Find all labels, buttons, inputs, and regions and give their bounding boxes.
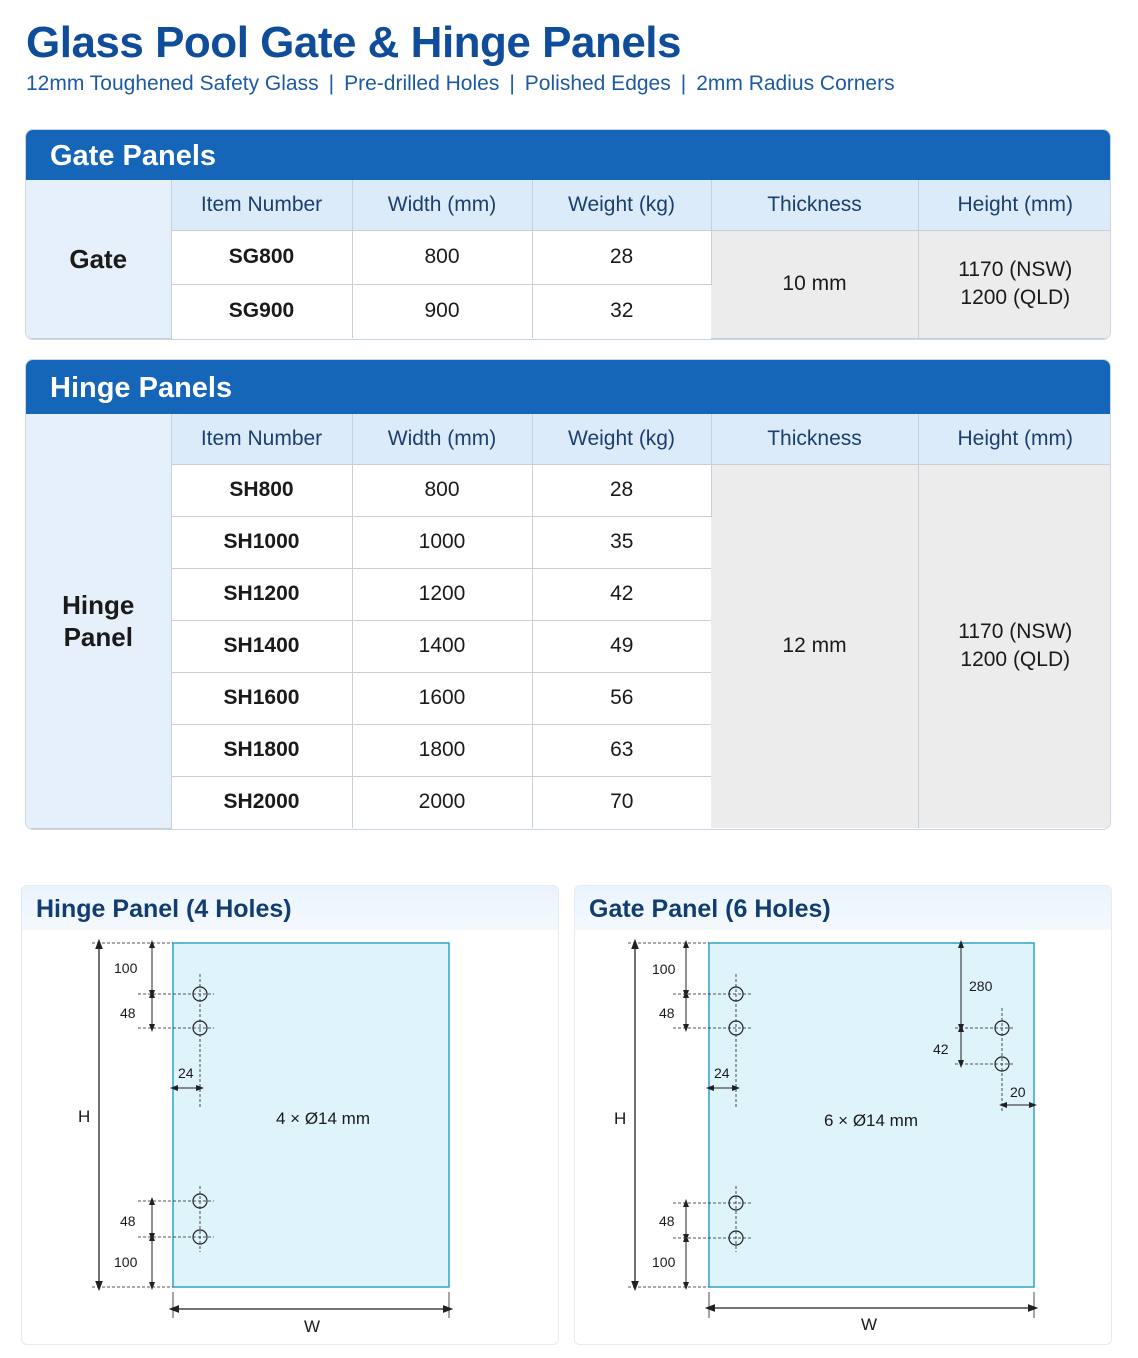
bottom-offset-label: 100: [114, 1254, 138, 1270]
feature-item: Pre-drilled Holes: [344, 72, 500, 95]
width-cell: 800: [352, 230, 532, 284]
height-line: 1200 (QLD): [960, 286, 1071, 309]
feature-item: 2mm Radius Corners: [696, 72, 895, 95]
row-label-line: Hinge: [62, 589, 135, 620]
column-header: Item Number: [171, 414, 352, 464]
top-offset-label: 100: [114, 960, 138, 976]
item-number: SG900: [171, 284, 352, 338]
width-cell: 1400: [352, 620, 532, 672]
column-header: Height (mm): [918, 414, 1111, 464]
width-label: W: [304, 1317, 321, 1336]
holes-spec-label: 6 × Ø14 mm: [824, 1111, 919, 1130]
hinge-panels-table: [26, 414, 1111, 829]
hinge-panel-drawing: [22, 886, 559, 1345]
weight-cell: 42: [532, 568, 711, 620]
height-cell: [918, 230, 1111, 338]
column-header: Thickness: [711, 180, 918, 230]
hinge-panels-card: [25, 359, 1111, 830]
weight-cell: 56: [532, 672, 711, 724]
top-spacing-label: 48: [659, 1005, 675, 1021]
latch-offset-label: 280: [969, 978, 993, 994]
width-cell: 1200: [352, 568, 532, 620]
width-cell: 2000: [352, 776, 532, 828]
gate-panel-diagram: [574, 885, 1112, 1345]
width-cell: 1800: [352, 724, 532, 776]
thickness-cell: 12 mm: [711, 464, 918, 828]
table-row: [26, 464, 1111, 516]
weight-cell: 35: [532, 516, 711, 568]
hinge-panel-diagram: [21, 885, 559, 1345]
column-header: Height (mm): [918, 180, 1111, 230]
weight-cell: 28: [532, 464, 711, 516]
column-header: Width (mm): [352, 414, 532, 464]
gate-panels-header: Gate Panels: [26, 130, 1110, 180]
item-number: SH2000: [171, 776, 352, 828]
latch-edge-label: 20: [1010, 1084, 1026, 1100]
thickness-cell: 10 mm: [711, 230, 918, 338]
feature-item: 12mm Toughened Safety Glass: [26, 72, 319, 95]
row-label-line: Panel: [63, 621, 133, 652]
feature-separator: |: [680, 72, 687, 95]
width-cell: 1600: [352, 672, 532, 724]
width-cell: 900: [352, 284, 532, 338]
height-cell: [918, 464, 1111, 828]
page-title: Glass Pool Gate & Hinge Panels: [26, 18, 681, 67]
height-label: H: [614, 1109, 627, 1128]
weight-cell: 49: [532, 620, 711, 672]
width-cell: 1000: [352, 516, 532, 568]
gate-panels-card: [25, 129, 1111, 340]
feature-separator: |: [328, 72, 335, 95]
item-number: SH1800: [171, 724, 352, 776]
edge-offset-label: 24: [178, 1065, 194, 1081]
height-line: 1200 (QLD): [960, 648, 1071, 672]
column-header: Weight (kg): [532, 180, 711, 230]
gate-diagram-title: Gate Panel (6 Holes): [575, 886, 1111, 930]
hinge-panels-header: Hinge Panels: [26, 360, 1110, 414]
item-number: SH1400: [171, 620, 352, 672]
top-spacing-label: 48: [120, 1005, 136, 1021]
weight-cell: 63: [532, 724, 711, 776]
width-cell: 800: [352, 464, 532, 516]
column-header: Weight (kg): [532, 414, 711, 464]
top-offset-label: 100: [652, 961, 676, 977]
holes-spec-label: 4 × Ø14 mm: [276, 1109, 371, 1128]
width-label: W: [861, 1315, 878, 1334]
edge-offset-label: 24: [714, 1065, 730, 1081]
column-header: Width (mm): [352, 180, 532, 230]
bottom-offset-label: 100: [652, 1254, 676, 1270]
bottom-spacing-label: 48: [120, 1213, 136, 1229]
item-number: SH1600: [171, 672, 352, 724]
hinge-row-label: [26, 414, 171, 828]
height-label: H: [78, 1107, 91, 1126]
column-header: Thickness: [711, 414, 918, 464]
hinge-diagram-title: Hinge Panel (4 Holes): [22, 886, 558, 930]
latch-spacing-label: 42: [933, 1041, 949, 1057]
gate-panels-table: [26, 180, 1111, 339]
feature-list: [26, 72, 895, 96]
gate-row-label: Gate: [26, 180, 171, 338]
weight-cell: 70: [532, 776, 711, 828]
feature-item: Polished Edges: [524, 72, 671, 95]
item-number: SH800: [171, 464, 352, 516]
table-row: [26, 230, 1111, 284]
height-line: 1170 (NSW): [958, 620, 1073, 644]
bottom-spacing-label: 48: [659, 1213, 675, 1229]
item-number: SH1200: [171, 568, 352, 620]
gate-panel-drawing: [575, 886, 1112, 1345]
weight-cell: 28: [532, 230, 711, 284]
weight-cell: 32: [532, 284, 711, 338]
column-header: Item Number: [171, 180, 352, 230]
feature-separator: |: [509, 72, 515, 95]
item-number: SG800: [171, 230, 352, 284]
height-line: 1170 (NSW): [958, 258, 1073, 281]
item-number: SH1000: [171, 516, 352, 568]
